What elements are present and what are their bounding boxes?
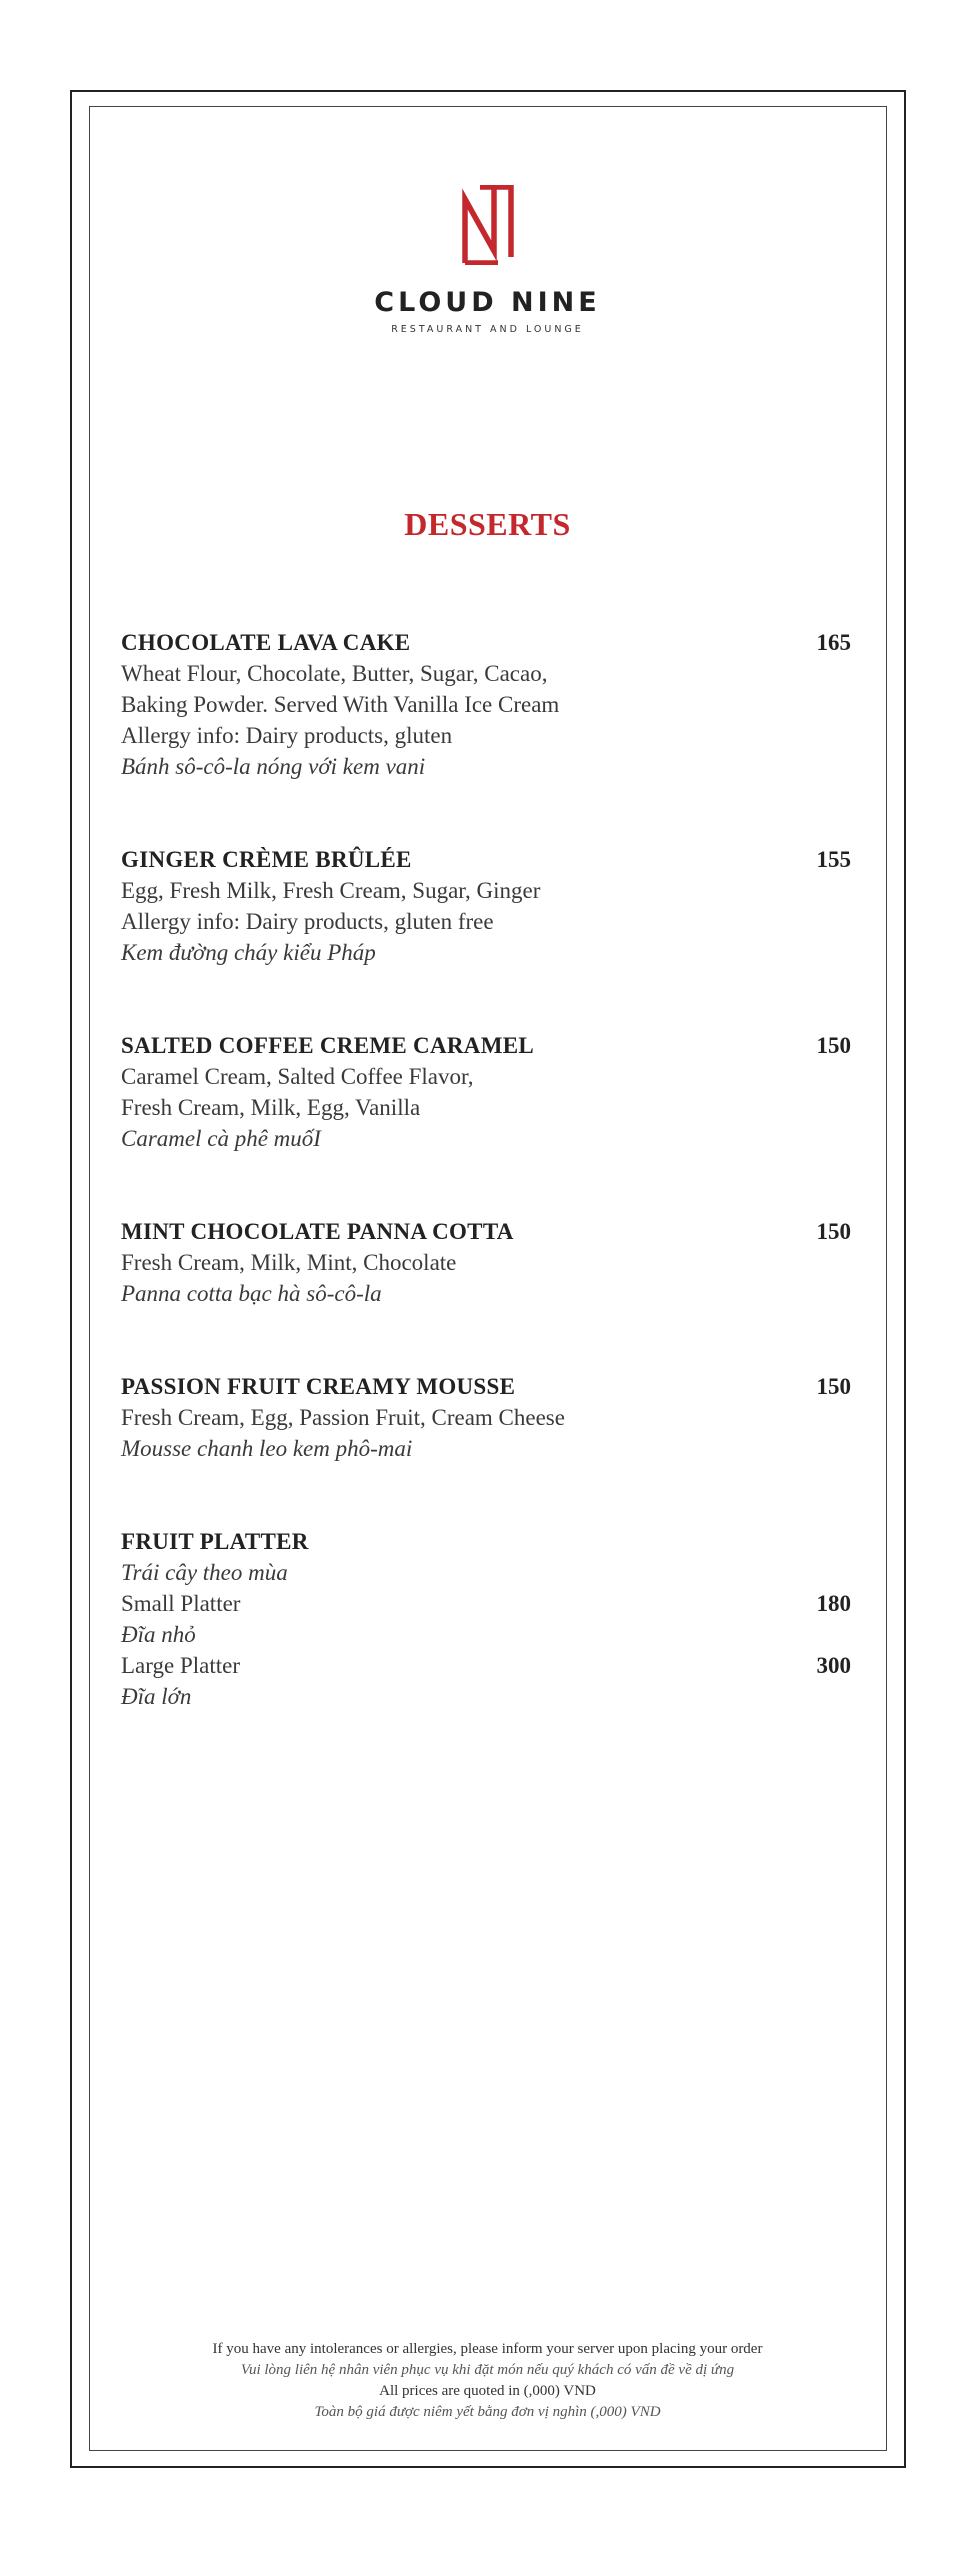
price-notice-vietnamese: Toàn bộ giá được niêm yết bằng đơn vị nghìn (,000) VND xyxy=(314,2404,661,2420)
size-vietnamese-label: Đĩa nhỏ xyxy=(121,1622,196,1647)
menu-item xyxy=(121,1371,851,1464)
size-label: Large Platter xyxy=(121,1653,240,1678)
section-title: DESSERTS xyxy=(404,506,571,542)
item-name: MINT CHOCOLATE PANNA COTTA xyxy=(121,1219,514,1244)
menu-item xyxy=(121,844,851,968)
item-vietnamese-name: Panna cotta bạc hà sô-cô-la xyxy=(121,1281,382,1306)
item-description: Fresh Cream, Milk, Egg, Vanilla xyxy=(121,1095,421,1120)
brand-logo xyxy=(0,185,975,335)
item-description: Fresh Cream, Milk, Mint, Chocolate xyxy=(121,1250,457,1275)
footer-notes xyxy=(0,2339,975,2423)
item-description: Egg, Fresh Milk, Fresh Cream, Sugar, Ginger xyxy=(121,878,541,903)
item-description: Wheat Flour, Chocolate, Butter, Sugar, Cacao, xyxy=(121,661,548,686)
item-price: 150 xyxy=(816,1219,851,1244)
platter-size-large xyxy=(121,1650,851,1681)
brand-name: CLOUD NINE xyxy=(374,287,601,318)
item-allergy-info: Allergy info: Dairy products, gluten free xyxy=(121,909,494,934)
item-price: 155 xyxy=(816,847,851,872)
menu-item xyxy=(121,1030,851,1154)
cloud-nine-logo-icon xyxy=(456,185,520,265)
item-price: 150 xyxy=(816,1033,851,1058)
size-vietnamese-label: Đĩa lớn xyxy=(121,1684,192,1709)
size-price: 300 xyxy=(816,1653,851,1678)
platter-size-small xyxy=(121,1588,851,1619)
item-description: Caramel Cream, Salted Coffee Flavor, xyxy=(121,1064,474,1089)
price-notice: All prices are quoted in (,000) VND xyxy=(379,2383,596,2399)
item-description: Fresh Cream, Egg, Passion Fruit, Cream Cheese xyxy=(121,1405,565,1430)
menu-item-platter xyxy=(121,1526,851,1712)
size-label: Small Platter xyxy=(121,1591,241,1616)
item-name: FRUIT PLATTER xyxy=(121,1529,309,1554)
item-vietnamese-name: Trái cây theo mùa xyxy=(121,1560,288,1585)
item-price: 150 xyxy=(816,1374,851,1399)
item-vietnamese-name: Caramel cà phê muốI xyxy=(121,1126,321,1151)
menu-item xyxy=(121,1216,851,1309)
item-name: PASSION FRUIT CREAMY MOUSSE xyxy=(121,1374,516,1399)
item-vietnamese-name: Bánh sô-cô-la nóng với kem vani xyxy=(121,754,426,779)
item-vietnamese-name: Kem đường cháy kiểu Pháp xyxy=(121,940,376,965)
menu-items xyxy=(121,627,851,1712)
item-name: SALTED COFFEE CREME CARAMEL xyxy=(121,1033,534,1058)
allergy-notice: If you have any intolerances or allergies, please inform your server upon placing your order xyxy=(212,2341,763,2357)
brand-tagline: RESTAURANT AND LOUNGE xyxy=(391,324,584,335)
item-allergy-info: Allergy info: Dairy products, gluten xyxy=(121,723,453,748)
item-name: CHOCOLATE LAVA CAKE xyxy=(121,630,411,655)
menu-item xyxy=(121,627,851,782)
item-price: 165 xyxy=(816,630,851,655)
item-description: Baking Powder. Served With Vanilla Ice Cream xyxy=(121,692,560,717)
item-vietnamese-name: Mousse chanh leo kem phô-mai xyxy=(121,1436,413,1461)
allergy-notice-vietnamese: Vui lòng liên hệ nhân viên phục vụ khi đặt món nếu quý khách có vấn đề về dị ứng xyxy=(240,2362,735,2378)
size-price: 180 xyxy=(816,1591,851,1616)
item-name: GINGER CRÈME BRÛLÉE xyxy=(121,847,412,872)
